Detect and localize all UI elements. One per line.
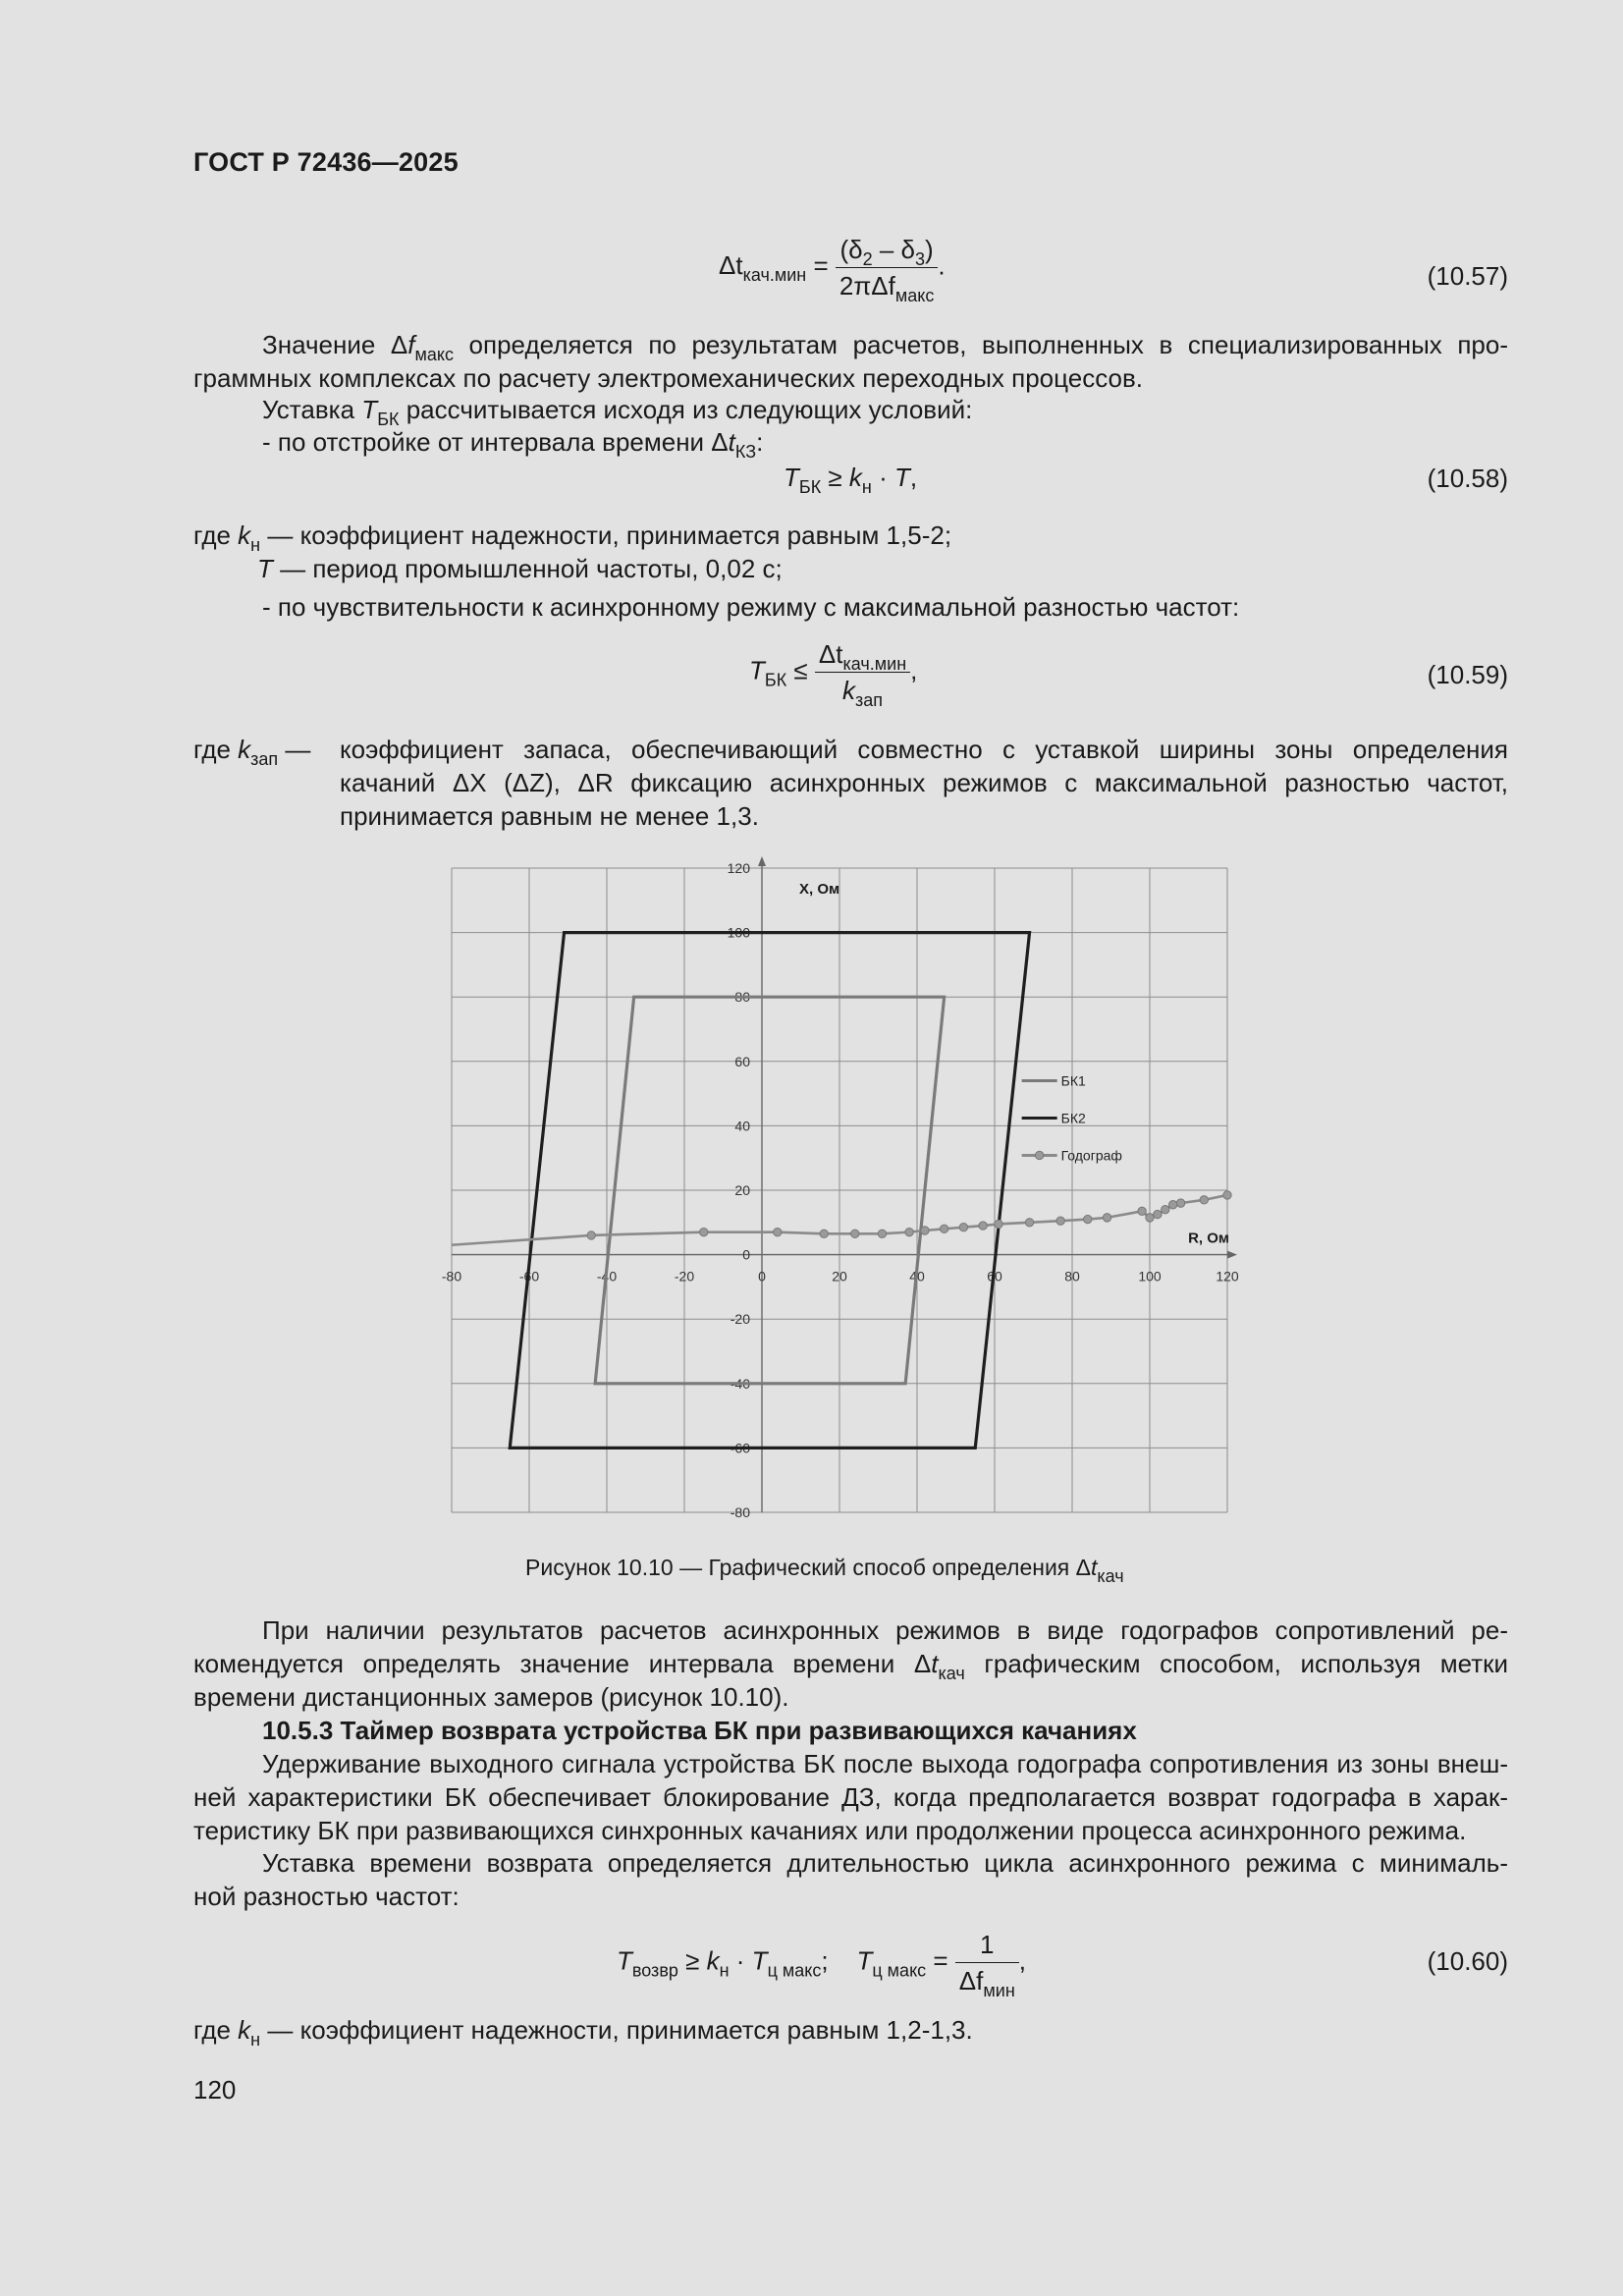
paragraph: Уставка времени возврата определяется длительностью цикла асинхронного режима с минималь- (262, 1848, 1508, 1878)
equation-10-59: $T_{БК}$ ≤ $\frac{\Delta t_{кач.мин}}{k_{зап}}$ , (749, 636, 917, 708)
where-label: где $k_{зап}$ — (193, 735, 311, 769)
paragraph-line: граммных комплексах по расчету электромеханических переходных процессов. (193, 363, 1143, 393)
paragraph: Удерживание выходного сигнала устройства БК после выхода годографа сопротивления из зоны внеш- (262, 1749, 1508, 1778)
equation-10-60: $T_{возвр} \ge k_н \cdot T_{ц макс}$; $T_{ц макс}$ = $\frac{1}{\Delta f_{мин}}$ , (617, 1927, 1026, 1998)
series-hodograph-point (979, 1222, 987, 1230)
legend-label: Годограф (1060, 1147, 1122, 1164)
y-tick-label: 120 (727, 860, 750, 876)
paragraph-line: - по чувствительности к асинхронному режиму с максимальной разностью частот: (262, 592, 1240, 622)
where-text: коэффициент запаса, обеспечивающий совместно с уставкой ширины зоны определения (340, 735, 1508, 764)
equation-number: (10.58) (1427, 464, 1508, 493)
y-tick-label: 20 (734, 1182, 750, 1198)
series-hodograph-point (1200, 1196, 1208, 1204)
series-hodograph-point (921, 1227, 929, 1234)
equation-number: (10.59) (1427, 660, 1508, 689)
x-tick-label: -20 (674, 1268, 695, 1285)
paragraph-line: времени дистанционных замеров (рисунок 10.10). (193, 1682, 789, 1712)
section-title: 10.5.3 Таймер возврата устройства БК при развивающихся качаниях (262, 1716, 1137, 1745)
series-hodograph-point (1103, 1214, 1110, 1222)
series-hodograph-point (1169, 1201, 1177, 1209)
y-axis-label: X, Ом (799, 881, 840, 899)
where-line: T — период промышленной частоты, 0,02 с; (257, 554, 783, 583)
document-header: ГОСТ Р 72436—2025 (193, 147, 459, 177)
eq-lhs: $\Delta t_{кач.мин}$ (719, 250, 807, 286)
x-tick-label: 80 (1064, 1268, 1080, 1285)
x-tick-label: 0 (758, 1268, 766, 1285)
legend-label: БК2 (1060, 1110, 1086, 1126)
y-tick-label: 80 (734, 989, 750, 1006)
series-hodograph-point (878, 1230, 886, 1237)
series-hodograph-point (820, 1230, 828, 1237)
equation-10-58: $T_{БК} \ge k_н \cdot T$, (784, 463, 918, 497)
x-tick-label: 20 (832, 1268, 847, 1285)
series-hodograph-point (774, 1228, 782, 1235)
y-tick-label: -20 (730, 1311, 750, 1328)
paragraph-line: Уставка $T_{БК}$ рассчитывается исходя из следующих условий: (262, 395, 973, 429)
impedance-chart (432, 854, 1257, 1522)
paragraph: При наличии результатов расчетов асинхронных режимов в виде годографов сопротивлений ре- (262, 1615, 1508, 1645)
series-hodograph-point (940, 1225, 947, 1232)
y-tick-label: -40 (730, 1375, 750, 1392)
y-tick-label: 40 (734, 1118, 750, 1134)
legend-marker (1035, 1151, 1043, 1159)
series-hodograph-point (995, 1220, 1002, 1228)
series-hodograph-point (700, 1228, 708, 1235)
series-hodograph-point (1176, 1199, 1184, 1207)
y-tick-label: 0 (742, 1246, 750, 1263)
series-hodograph-point (851, 1230, 859, 1237)
equation-number: (10.60) (1427, 1946, 1508, 1976)
paragraph: Значение $\Delta f_{макс}$ определяется по результатам расчетов, выполненных в специализированных про- (262, 330, 1509, 364)
series-hodograph-point (1162, 1205, 1169, 1213)
x-tick-label: -80 (441, 1268, 462, 1285)
equation-10-57: $\Delta t_{кач.мин}$ = $\frac{(\delta_2 - \delta_3)}{2\pi\Delta f_{макс}}$ . (719, 232, 946, 303)
equation-number: (10.57) (1427, 261, 1508, 291)
series-hodograph-point (1146, 1214, 1154, 1222)
x-tick-label: 120 (1216, 1268, 1239, 1285)
x-axis-label: R, Ом (1188, 1230, 1229, 1247)
paragraph-line: ней характеристики БК обеспечивает блокирование ДЗ, когда предполагается возврат годографа в харак- (193, 1782, 1508, 1812)
x-tick-label: -60 (518, 1268, 540, 1285)
chart-legend (1022, 1072, 1122, 1163)
y-axis-arrow (758, 856, 766, 866)
y-tick-label: -60 (730, 1440, 750, 1456)
chart-axes (452, 856, 1237, 1512)
where-line: где $k_н$ — коэффициент надежности, принимается равным 1,5-2; (193, 520, 952, 555)
where-line: где $k_н$ — коэффициент надежности, принимается равным 1,2-1,3. (193, 2015, 973, 2050)
where-text: качаний ΔX (ΔZ), ΔR фиксацию асинхронных режимов с максимальной разностью частот, (340, 768, 1508, 797)
x-tick-label: 40 (909, 1268, 925, 1285)
paragraph-line: - по отстройке от интервала времени $\Delta t_{КЗ}$: (262, 427, 764, 462)
series-hodograph-point (1223, 1191, 1231, 1199)
y-tick-label: 60 (734, 1053, 750, 1069)
series-hodograph-point (1084, 1215, 1092, 1223)
page-number: 120 (193, 2075, 237, 2105)
series-hodograph-point (587, 1231, 595, 1239)
y-tick-label: -80 (730, 1504, 750, 1520)
paragraph-line: теристику БК при развивающихся синхронных качаниях или продолжении процесса асинхронного режима. (193, 1816, 1467, 1845)
legend-label: БК1 (1060, 1072, 1086, 1089)
x-tick-label: -40 (596, 1268, 618, 1285)
series-hodograph-point (959, 1224, 967, 1231)
series-hodograph-point (1138, 1207, 1146, 1215)
paragraph-line: ной разностью частот: (193, 1882, 460, 1911)
series-hodograph-point (905, 1228, 913, 1235)
x-tick-label: 60 (987, 1268, 1002, 1285)
chart-grid (452, 868, 1227, 1512)
x-axis-arrow (1227, 1251, 1237, 1259)
series-hodograph-point (1154, 1210, 1162, 1218)
where-text: принимается равным не менее 1,3. (340, 801, 759, 831)
y-tick-label: 100 (727, 924, 750, 941)
paragraph-line: комендуется определять значение интервала времени $\Delta t_{кач}$ графическим способом, используя метки (193, 1649, 1508, 1683)
series-hodograph-point (1056, 1217, 1064, 1225)
figure-caption: Рисунок 10.10 — Графический способ определения $\Delta t_{кач}$ (525, 1555, 1124, 1586)
x-tick-label: 100 (1138, 1268, 1162, 1285)
series-hodograph-point (1025, 1219, 1033, 1227)
eq-fraction: $\frac{(\delta_2 - \delta_3)}{2\pi\Delta f_{макс}}$ (836, 232, 938, 303)
